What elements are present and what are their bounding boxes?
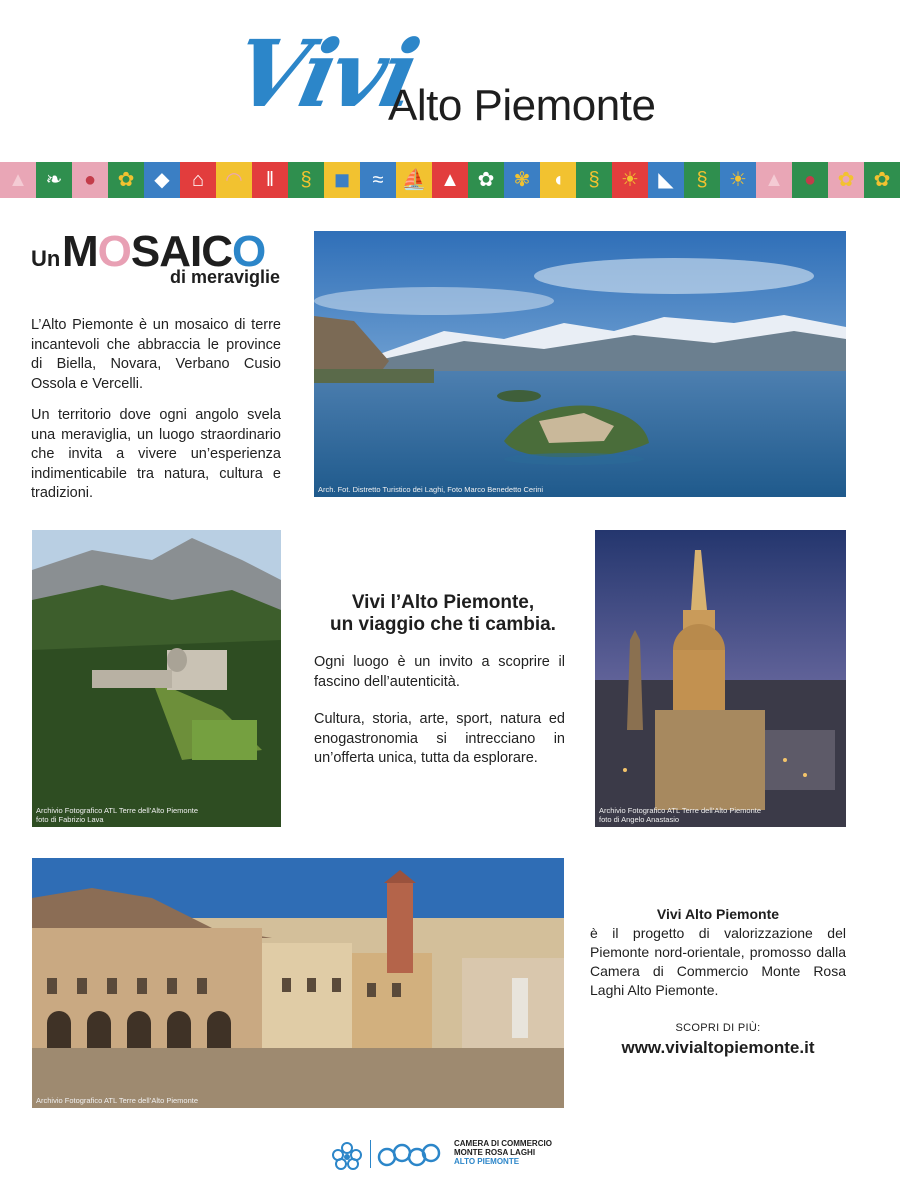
basilica-caption-line-2: foto di Angelo Anastasio (599, 815, 680, 824)
band-tile (216, 162, 252, 198)
band-tile-icon: ⌂ (191, 169, 205, 191)
basilica-photo (595, 530, 846, 827)
band-tile (180, 162, 216, 198)
band-tile-icon: ◣ (658, 169, 674, 191)
sanctuary-caption (36, 806, 198, 824)
band-tile-icon: ▲ (764, 169, 784, 191)
website-link[interactable]: www.vivialtopiemonte.it (621, 1038, 815, 1057)
mosaic-title-un: Un (31, 246, 61, 271)
middle-paragraph-1: Ogni luogo è un invito a scoprire il fascino dell’autenticità. (314, 654, 565, 690)
band-tile (792, 162, 828, 198)
mosaic-title-saic: SAIC (130, 227, 233, 276)
band-tile (0, 162, 36, 198)
discover-more-label: SCOPRI DI PIÙ: (675, 1022, 761, 1034)
sanctuary-illustration (32, 530, 281, 827)
band-tile (396, 162, 432, 198)
project-title: Vivi Alto Piemonte (656, 906, 780, 922)
band-tile (36, 162, 72, 198)
middle-title (300, 592, 586, 636)
lake-illustration (314, 231, 846, 497)
band-tile (252, 162, 288, 198)
band-tile (144, 162, 180, 198)
band-tile (828, 162, 864, 198)
middle-title-line-2: un viaggio che ti cambia. (330, 614, 556, 635)
camera-commercio-logo-icon (376, 1141, 442, 1169)
band-tile (360, 162, 396, 198)
band-tile-icon: ● (83, 169, 97, 191)
band-tile (432, 162, 468, 198)
camera-commercio-line-2: MONTE ROSA LAGHI (454, 1148, 536, 1157)
piazza-caption: Archivio Fotografico ATL Terre dell’Alto Piemonte (36, 1096, 199, 1105)
band-tile-icon: § (696, 169, 708, 191)
camera-commercio-name (454, 1139, 552, 1166)
band-tile (756, 162, 792, 198)
lake-photo (314, 231, 846, 497)
band-tile-icon: ▲ (8, 169, 28, 191)
sanctuary-caption-line-2: foto di Fabrizio Lava (36, 815, 104, 824)
band-tile-icon: ◖ (551, 169, 565, 191)
band-tile (72, 162, 108, 198)
band-tile-icon: ≈ (372, 169, 384, 191)
band-tile-icon: ◠ (225, 169, 243, 191)
band-tile-icon: ⛵ (401, 169, 427, 191)
logo-vivi: Vivi (224, 20, 425, 128)
band-tile-icon: ✾ (513, 169, 531, 191)
logo-alto-piemonte: Alto Piemonte (388, 81, 656, 130)
band-tile (324, 162, 360, 198)
band-tile (684, 162, 720, 198)
mosaic-band (0, 162, 891, 198)
basilica-illustration (595, 530, 846, 827)
middle-title-line-1: Vivi l’Alto Piemonte, (351, 592, 535, 613)
band-tile (612, 162, 648, 198)
basilica-caption-line-1: Archivio Fotografico ATL Terre dell’Alto Piemonte (599, 806, 762, 815)
lake-caption: Arch. Fot. Distretto Turistico dei Laghi, Foto Marco Benedetto Cerini (318, 485, 544, 494)
band-tile (468, 162, 504, 198)
band-tile (864, 162, 900, 198)
band-tile (108, 162, 144, 198)
piazza-illustration (32, 858, 564, 1108)
piazza-photo (32, 858, 564, 1108)
band-tile-icon: ● (803, 169, 817, 191)
band-tile (540, 162, 576, 198)
mosaic-title-m: M (62, 227, 98, 276)
band-tile-icon: § (588, 169, 600, 191)
band-tile-icon: ☀ (621, 169, 639, 191)
band-tile (288, 162, 324, 198)
intro-paragraph-1: L’Alto Piemonte è un mosaico di terre incantevoli che abbraccia le province di Biella, Novara, Verbano Cusio Ossola e Vercelli. (31, 317, 281, 392)
mosaic-subtitle: di meraviglie (170, 267, 281, 287)
band-tile-icon: ▲ (440, 169, 460, 191)
band-tile-icon: ◼ (333, 169, 351, 191)
band-tile-icon: ❧ (45, 169, 63, 191)
flower-logo-icon (330, 1140, 364, 1170)
basilica-caption (599, 806, 761, 824)
band-tile-icon: ‖ (265, 169, 275, 191)
mosaic-title-o-blue: O (232, 227, 266, 276)
band-tile-icon: ✿ (873, 169, 891, 191)
band-tile (720, 162, 756, 198)
band-tile-icon: ✿ (837, 169, 855, 191)
band-tile (504, 162, 540, 198)
band-tile-icon: ✿ (117, 169, 135, 191)
band-tile (576, 162, 612, 198)
band-tile-icon: ✿ (477, 169, 495, 191)
band-tile-icon: ◆ (154, 169, 170, 191)
camera-commercio-line-3: ALTO PIEMONTE (454, 1157, 520, 1166)
footer-divider (370, 1140, 371, 1168)
camera-commercio-line-1: CAMERA DI COMMERCIO (454, 1139, 552, 1148)
band-tile-icon: § (300, 169, 312, 191)
band-tile (648, 162, 684, 198)
intro-paragraph-2: Un territorio dove ogni angolo svela una meraviglia, un luogo straordinario che invita a vivere un’esperienza indimenticabile tra natura, cultura e tradizioni. (31, 407, 281, 501)
sanctuary-photo (32, 530, 281, 827)
middle-paragraph-2: Cultura, storia, arte, sport, natura ed enogastronomia si intrecciano in un’offerta unica, tutta da esplorare. (314, 711, 565, 766)
sanctuary-caption-line-1: Archivio Fotografico ATL Terre dell’Alto Piemonte (36, 806, 199, 815)
mosaic-title-o-pink: O (97, 227, 131, 276)
band-tile-icon: ☀ (729, 169, 747, 191)
project-description: è il progetto di valorizzazione del Piemonte nord-orientale, promosso dalla Camera di Commercio Monte Rosa Laghi Alto Piemonte. (590, 925, 846, 998)
